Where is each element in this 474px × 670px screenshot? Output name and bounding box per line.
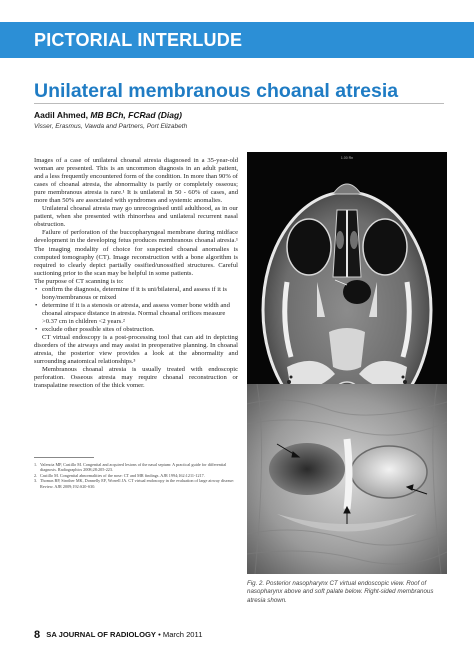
reference-item: 2. Castillo M. Congenital abnormalities of the nose: CT and MR findings. AJR 1994;162:1211-1217. [34, 472, 205, 478]
figure-2-endoscopy-image [247, 384, 447, 574]
title-divider [34, 103, 444, 104]
body-paragraph: The purpose of CT scanning is to: [34, 277, 124, 285]
page-number: 8 [34, 629, 41, 641]
purpose-list-item: • confirm the diagnosis, determine if it is uni/bilateral, and assess if it is bony/membranous or mixed [34, 286, 238, 302]
section-banner [0, 22, 474, 58]
reference-item: 3. Thomas BP, Strother MK, Donnelly EF, Worrell JA. CT virtual endoscopy in the evaluation of large airway disease: Review. AJR 2009;192:S20-S30. [34, 478, 235, 489]
page-footer [34, 629, 202, 641]
author-line [34, 110, 182, 120]
section-title: PICTORIAL INTERLUDE [34, 30, 243, 50]
body-paragraph: Membranous choanal atresia is usually treated with endoscopic perforation. Osseous atresia may require choanal reconstruction or transpalatine resection of the thick vomer. [34, 366, 238, 390]
author-affiliation: Visser, Erasmus, Vawda and Partners, Port Elizabeth [34, 123, 188, 130]
reference-item: 1. Valencia MP, Castillo M. Congenital and acquired lesions of the nasal septum: A practical guide for differential diagnosis. Radiographics 2008;28:205-223. [34, 462, 227, 473]
purpose-list-item: • exclude other possible sites of obstruction. [34, 326, 238, 334]
journal-name: SA JOURNAL OF RADIOLOGY [46, 630, 156, 639]
figure-2-caption: Fig. 2. Posterior nasopharynx CT virtual endoscopic view. Roof of nasopharynx above and soft palate below. Right-sided membranous atresia shown. [247, 580, 434, 604]
body-paragraph: Failure of perforation of the buccopharyngeal membrane during midface development in the developing fetus produces membranous choanal atresia.¹ The imaging modality of choice for suspected choanal anomalies is computed tomography (CT). Image reconstruction with a bone algorithm is required to clearly depict partially ossified/unossified structures. Careful suctioning prior to the scan may be helpful in some patients. [34, 229, 238, 277]
issue-date: March 2011 [162, 630, 203, 639]
purpose-list [34, 286, 238, 334]
author-name: Aadil Ahmed, [34, 110, 91, 120]
body-paragraph: Images of a case of unilateral choanal atresia diagnosed in a 35-year-old woman are presented. This is an uncommon diagnosis in an adult patient, and a less frequently encountered form of the condition. In more than 90% of cases of choanal atresia, the abnormality is partly or completely osseous; pure membranous atresia is rare.¹ It is unilateral in 50 - 60% of cases, and more than 50% are associated with syndromes and systemic anomalies. [34, 157, 238, 205]
endoscopy-illustration [247, 384, 447, 574]
references-list [34, 462, 238, 489]
article-title: Unilateral membranous choanal atresia [34, 80, 399, 102]
footer-separator: • [158, 630, 161, 639]
body-paragraph: CT virtual endoscopy is a post-processing tool that can aid in depicting disorders of the airways and may assist in preoperative planning. In choanal atresia, the posterior view provides a look at the abnormality and surrounding anatomical relationships.³ [34, 334, 238, 366]
author-degrees: MB BCh, FCRad (Diag) [90, 110, 182, 120]
body-paragraph: Unilateral choanal atresia may go unrecognised until adulthood, as in our patient, when she presented with rhinorrhea and unilateral recurrent nasal obstruction. [34, 205, 238, 229]
purpose-list-item: • determine if it is a stenosis or atresia, and assess vomer bone width and choanal airspace distance in atresia. Normal choanal orifices measure >0.37 cm in children <2 years.² [34, 302, 238, 326]
ct-scale-label: 1.00 Rn [340, 156, 354, 160]
article-body [34, 157, 238, 390]
references-divider [34, 457, 94, 458]
